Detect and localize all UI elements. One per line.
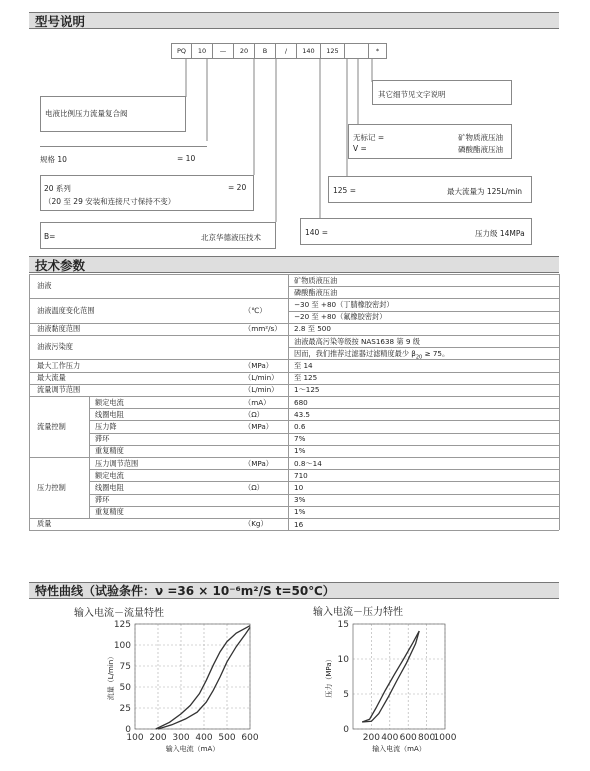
param-name: 线圈电阻 [95,409,124,419]
chart2-title: 输入电流－压力特性 [313,607,403,618]
param-unit: （Kg） [244,519,268,529]
param-label: 质量 [37,519,52,529]
table-rule [89,408,559,409]
table-rule [288,311,559,312]
x-tick-label: 600 [241,733,259,743]
spec-label: 规格 10 [40,155,67,164]
group-label: 流量控制 [37,421,66,431]
param-value: 10 [294,482,304,492]
chart1-title: 输入电流－流量特性 [74,608,164,619]
table-rule [29,274,559,275]
table-rule [89,469,559,470]
param-value: −30 至 +80（丁腈橡胶密封） [294,299,394,309]
param-name: 额定电流 [95,397,124,407]
section-params-title: 技术参数 [29,256,559,273]
model-code-cell: / [276,43,297,59]
table-rule [89,506,559,507]
contam-text: 因而，我们推荐过滤器过滤精度最少 β [294,348,416,358]
section-curves-title: 特性曲线（试验条件：ν =36 × 10⁻⁶m²/S t=50℃） [29,582,559,599]
param-unit: （MPa） [244,458,273,468]
y-tick-label: 0 [125,725,131,735]
x-tick-label: 100 [126,733,144,743]
model-code-cell: 20 [234,43,255,59]
param-unit: （℃） [244,305,267,315]
param-label: 流量调节范围 [37,384,81,394]
group-label: 压力控制 [37,482,66,492]
param-value: 1% [294,446,306,456]
x-tick-label: 400 [381,733,399,743]
param-value: 2.8 至 500 [294,324,331,334]
param-value: 3% [294,495,306,505]
series-line [362,631,419,722]
y-tick-label: 10 [337,655,349,665]
no-mark-value: 矿物质液压油 [458,133,503,142]
flow-value: 最大流量为 125L/min [447,187,523,196]
param-label: 油液温度变化范围 [37,305,95,315]
table-rule [89,457,90,518]
param-unit: （MPa） [244,360,273,370]
chart-pressure [320,616,460,761]
series-note: （20 至 29 安装和连接尺寸保持不变） [44,197,176,206]
series-box [40,175,254,211]
param-value: 至 14 [294,360,313,370]
x-tick-label: 800 [418,733,436,743]
y-tick-label: 75 [119,662,131,672]
x-axis-label: 输入电流（mA） [165,745,220,753]
table-rule [89,396,90,457]
x-tick-label: 300 [172,733,190,743]
table-rule [29,274,30,530]
params-table [29,274,559,568]
param-value: 1～125 [294,385,320,395]
table-rule [288,274,289,530]
table-rule [89,433,559,434]
table-rule [29,530,559,531]
param-label: 最大流量 [37,372,66,382]
model-code-cell: — [213,43,234,59]
model-code-cell: * [369,43,387,59]
param-value: 7% [294,434,306,444]
contam-end: ≥ 75。 [422,348,450,358]
param-value: 1% [294,507,306,517]
param-value: 油液最高污染等级按 NAS1638 第 9 级 [294,336,420,346]
no-mark-label: 无标记 = [353,133,385,142]
table-rule [89,420,559,421]
v-label: V = [353,144,367,153]
param-unit: （mm²/s） [244,323,282,333]
param-label: 最大工作压力 [37,360,81,370]
brand-box [40,222,276,249]
valve-type-label: 电液比例压力流量复合阀 [45,109,128,118]
param-unit: （Ω） [244,482,264,492]
param-label: 油液污染度 [37,342,73,352]
param-name: 滞环 [95,434,110,444]
param-value: 680 [294,397,308,407]
x-tick-label: 400 [195,733,213,743]
x-tick-label: 600 [399,733,417,743]
spec-value: = 10 [177,154,196,163]
brand-label: B= [44,232,56,241]
model-code-cell: PQ [171,43,192,59]
param-name: 重复精度 [95,446,124,456]
series-line [156,626,250,729]
param-name: 重复精度 [95,507,124,517]
y-tick-label: 5 [343,690,349,700]
y-tick-label: 15 [337,620,349,630]
param-label: 油液黏度范围 [37,323,81,333]
param-unit: （L/min） [244,384,279,394]
table-rule [29,457,559,458]
table-rule [89,494,559,495]
series-value: = 20 [228,183,247,192]
param-name: 压力调节范围 [95,458,139,468]
brand-value: 北京华德液压技术 [201,233,261,242]
param-value: 16 [294,519,304,529]
y-axis-label: 流量（L/min） [107,652,115,701]
pressure-option-box [300,218,532,245]
flow-option-box [328,176,532,203]
x-axis-label: 输入电流（mA） [372,745,426,753]
param-value: 至 125 [294,373,318,383]
y-tick-label: 0 [343,725,349,735]
model-code-cell: 10 [192,43,213,59]
table-rule [288,286,559,287]
x-tick-label: 1000 [433,733,457,743]
x-tick-label: 500 [218,733,236,743]
model-code-cell: B [255,43,276,59]
y-tick-label: 100 [113,641,131,651]
table-rule [559,274,560,530]
y-tick-label: 125 [113,620,131,630]
param-value: 矿物质液压油 [294,275,338,285]
valve-type-box [40,96,186,132]
table-rule [29,396,559,397]
param-name: 滞环 [95,495,110,505]
param-label: 油液 [37,281,52,291]
table-rule [29,518,559,519]
table-rule [29,335,559,336]
series-line [362,631,419,722]
param-unit: （Ω） [244,409,264,419]
table-rule [89,445,559,446]
param-value: 0.8～14 [294,458,322,468]
other-detail-box [372,80,512,105]
param-name: 额定电流 [95,470,124,480]
spec-rule [40,146,207,147]
plot-frame [135,624,250,729]
table-rule [288,347,559,348]
beta-subscript: 20 [415,354,423,361]
y-tick-label: 25 [119,704,131,714]
param-value: 43.5 [294,409,311,419]
chart-flow [100,616,260,761]
x-tick-label: 200 [362,733,380,743]
y-axis-label: 压力（MPa） [325,655,333,698]
param-unit: （L/min） [244,372,279,382]
pressure-label: 140 = [305,228,328,237]
param-unit: （mA） [244,397,271,407]
v-value: 磷酸酯液压油 [458,145,503,154]
flow-label: 125 = [333,186,356,195]
param-value: 710 [294,470,308,480]
oil-option-box [348,124,512,159]
pressure-value: 压力级 14MPa [475,229,525,238]
param-value: 0.6 [294,421,306,431]
param-value: −20 至 +80（氟橡胶密封） [294,312,387,322]
section-model-title: 型号说明 [29,12,559,29]
param-unit: （MPa） [244,421,273,431]
param-value: 磷酸酯液压油 [294,287,338,297]
other-detail-label: 其它细节见文字说明 [378,90,446,99]
model-code-cell: 125 [321,43,345,59]
param-name: 线圈电阻 [95,482,124,492]
series-label: 20 系列 [44,184,71,193]
x-tick-label: 200 [149,733,167,743]
table-rule [89,481,559,482]
y-tick-label: 50 [119,683,131,693]
model-code-cell: 140 [297,43,321,59]
param-name: 压力降 [95,421,117,431]
